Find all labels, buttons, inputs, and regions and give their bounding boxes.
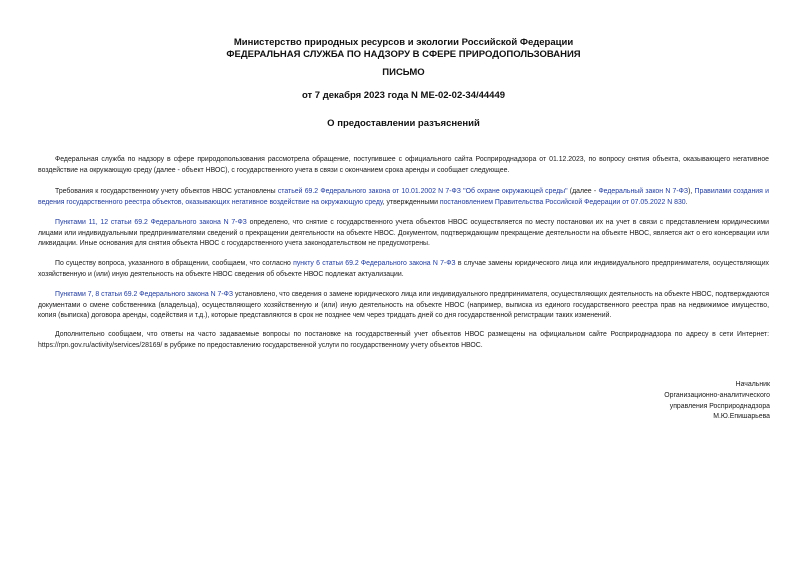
paragraph-text: Требования к государственному учету объектов НВОС установлены	[55, 188, 278, 195]
link-point-6-article-69-2[interactable]: пункту 6 статьи 69.2 Федерального закона N 7-ФЗ	[293, 260, 456, 267]
paragraph-text: По существу вопроса, указанного в обращении, сообщаем, что согласно	[55, 260, 294, 267]
signatory-department: Организационно-аналитического	[664, 391, 770, 399]
paragraph-1	[38, 155, 769, 176]
paragraph-text: установлено, что сведения о замене юридического лица или индивидуального предпринимателя, осуществляющих деятельность на объекте НВОС, подтверждаются документами о смене собственника (владельца), осуществляющего хозяйственную и (или) иную деятельность на объекте НВОС (например, выписка из единого государственного реестра прав на недвижимое имущество, копия (выписка) договора аренды, содействия и т.д.), которые представляются в срок не позднее чем через тридцать дней со дня государственной регистрации таких изменений.	[38, 291, 769, 320]
link-article-69-2-law-7fz[interactable]: статьей 69.2 Федерального закона от 10.01.2002 N 7-ФЗ "Об охране окружающей среды"	[277, 188, 568, 195]
paragraph-text: .	[685, 198, 688, 206]
signatory-organization: управления Росприроднадзора	[669, 402, 770, 410]
paragraph-text: в случае замены юридического лица или индивидуального предпринимателя, осуществляющих хозяйственную и (или) иную деятельность на объекте НВОС сведения об объекте НВОС подлежат актуализации.	[38, 260, 769, 278]
document-type: ПИСЬМО	[382, 67, 425, 78]
paragraph-text: (далее -	[567, 188, 599, 195]
link-law-7fz[interactable]: Федеральный закон N 7-ФЗ	[598, 188, 689, 195]
link-points-11-12-article-69-2[interactable]: Пунктами 11, 12 статьи 69.2 Федерального закона N 7-ФЗ	[55, 219, 247, 226]
signature-block	[610, 380, 770, 423]
link-registry-rules[interactable]: Правилами создания и ведения государственного реестра объектов, оказывающих негативное воздействие на окружающую среду	[38, 188, 769, 206]
paragraph-text: Федеральная служба по надзору в сфере природопользования рассмотрела обращение, поступившее с официального сайта Росприроднадзора от 01.12.2023, по вопросу снятия объекта, оказывающего негативное воздействие на окружающую среду (далее - объект НВОС), с государственного учета в связи с окончанием срока аренды и сообщает следующее.	[38, 156, 769, 174]
paragraph-3	[38, 218, 769, 250]
paragraph-6	[38, 330, 769, 351]
ministry-name: Министерство природных ресурсов и экологии Российской Федерации	[233, 37, 574, 48]
paragraph-2	[38, 187, 769, 208]
link-points-7-8-article-69-2[interactable]: Пунктами 7, 8 статьи 69.2 Федерального закона N 7-ФЗ	[55, 291, 234, 298]
paragraph-text: , утвержденными	[382, 198, 440, 206]
link-government-decree-830[interactable]: постановлением Правительства Российской Федерации от 07.05.2022 N 830	[439, 198, 686, 206]
paragraph-text: определено, что снятие с государственного учета объектов НВОС осуществляется по месту постановки их на учет в связи с представлением юридическими лицами или индивидуальными предпринимателями сведений о прекращении деятельности на объекте НВОС. Документом, подтверждающим прекращение деятельности на объекте НВОС, является акт о его консервации или ликвидации. Иные основания для снятия объекта НВОС с государственного учета законодательством не предусмотрены.	[38, 219, 769, 248]
paragraph-4	[38, 259, 769, 280]
paragraph-text: ),	[688, 188, 695, 195]
document-number: от 7 декабря 2023 года N МЕ-02-02-34/44449	[301, 90, 506, 101]
paragraph-text: Дополнительно сообщаем, что ответы на часто задаваемые вопросы по постановке на государственный учет объектов НВОС размещены на официальном сайте Росприроднадзора по адресу в сети Интернет: https://rpn.gov.ru/activity/services/28169/ в рубрике по предоставлению государственной услуги по государственному учету объектов НВОС.	[38, 331, 769, 349]
paragraph-5	[38, 290, 769, 322]
document-subject: О предоставлении разъяснений	[327, 118, 480, 129]
service-name: ФЕДЕРАЛЬНАЯ СЛУЖБА ПО НАДЗОРУ В СФЕРЕ ПРИРОДОПОЛЬЗОВАНИЯ	[226, 49, 581, 60]
signatory-name: М.Ю.Епишарьева	[713, 413, 770, 421]
signatory-title: Начальник	[735, 381, 770, 388]
